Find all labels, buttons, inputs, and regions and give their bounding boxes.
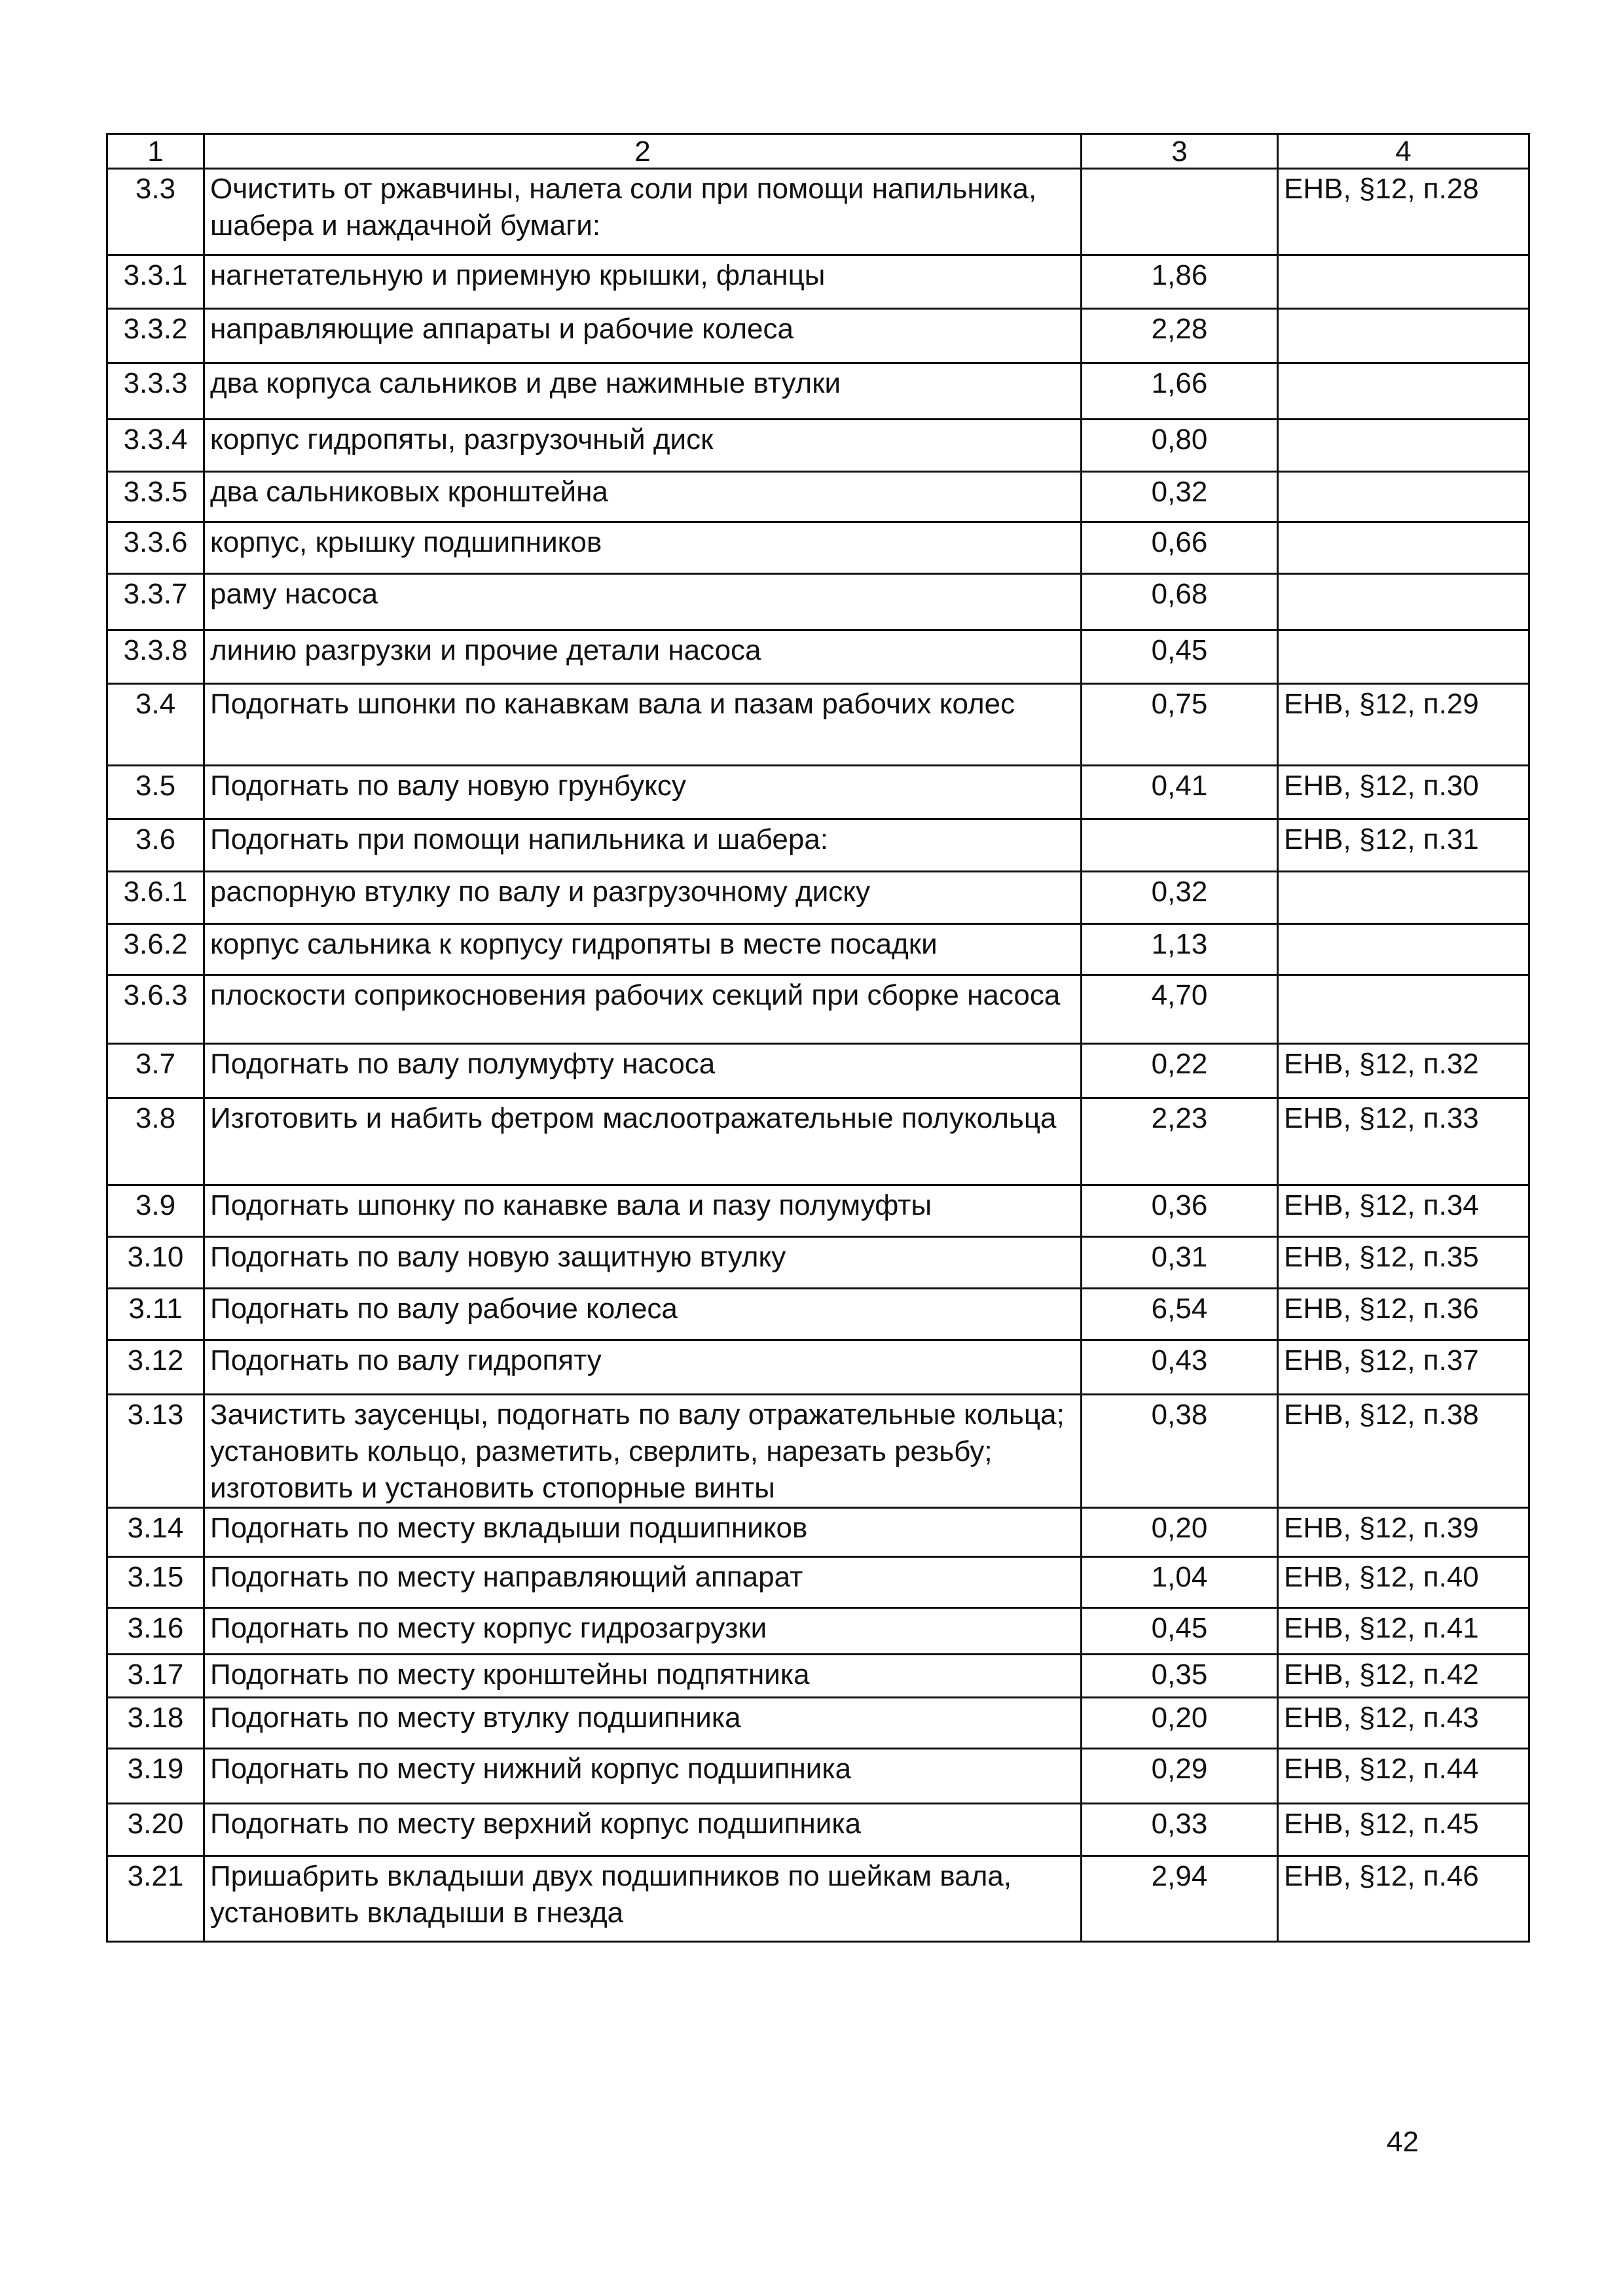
row-description-cell: Подогнать по месту втулку подшипника [204, 1698, 1082, 1749]
row-value-cell: 0,41 [1082, 766, 1278, 819]
row-reference-cell: ЕНВ, §12, п.39 [1278, 1508, 1529, 1557]
table-row [107, 1508, 1529, 1557]
row-description-cell: Подогнать по месту вкладыши подшипников [204, 1508, 1082, 1557]
row-value-cell: 0,32 [1082, 472, 1278, 522]
row-value-cell: 1,04 [1082, 1557, 1278, 1608]
row-number-cell: 3.6.3 [107, 975, 204, 1044]
row-value-cell: 0,75 [1082, 684, 1278, 766]
row-number-cell: 3.3.1 [107, 255, 204, 309]
table-row [107, 975, 1529, 1044]
row-reference-cell [1278, 363, 1529, 420]
row-description-cell: раму насоса [204, 574, 1082, 630]
header-col-2: 2 [204, 134, 1082, 169]
header-col-3: 3 [1082, 134, 1278, 169]
row-value-cell: 2,28 [1082, 309, 1278, 363]
table-row [107, 1185, 1529, 1237]
row-value-cell [1082, 169, 1278, 255]
table-row [107, 924, 1529, 975]
row-number-cell: 3.17 [107, 1655, 204, 1698]
table-row [107, 1289, 1529, 1340]
row-value-cell: 0,43 [1082, 1340, 1278, 1395]
row-description-cell: корпус сальника к корпусу гидропяты в месте посадки [204, 924, 1082, 975]
table-row [107, 255, 1529, 309]
row-value-cell: 0,80 [1082, 420, 1278, 472]
row-reference-cell [1278, 522, 1529, 574]
row-value-cell: 6,54 [1082, 1289, 1278, 1340]
table-row [107, 574, 1529, 630]
table-body [107, 134, 1529, 1942]
row-reference-cell: ЕНВ, §12, п.30 [1278, 766, 1529, 819]
work-norms-table [106, 133, 1530, 1943]
row-reference-cell: ЕНВ, §12, п.31 [1278, 819, 1529, 872]
table-row [107, 1044, 1529, 1098]
row-reference-cell: ЕНВ, §12, п.33 [1278, 1098, 1529, 1185]
row-description-cell: Изготовить и набить фетром маслоотражательные полукольца [204, 1098, 1082, 1185]
row-value-cell: 0,36 [1082, 1185, 1278, 1237]
row-reference-cell: ЕНВ, §12, п.46 [1278, 1856, 1529, 1942]
row-description-cell: Подогнать шпонки по канавкам вала и пазам рабочих колес [204, 684, 1082, 766]
row-value-cell: 1,66 [1082, 363, 1278, 420]
row-description-cell: Подогнать по валу рабочие колеса [204, 1289, 1082, 1340]
row-description-cell: два сальниковых кронштейна [204, 472, 1082, 522]
row-reference-cell: ЕНВ, §12, п.45 [1278, 1804, 1529, 1856]
row-reference-cell: ЕНВ, §12, п.28 [1278, 169, 1529, 255]
row-number-cell: 3.7 [107, 1044, 204, 1098]
table-row [107, 1340, 1529, 1395]
row-number-cell: 3.14 [107, 1508, 204, 1557]
row-value-cell: 0,32 [1082, 872, 1278, 924]
row-value-cell: 0,38 [1082, 1395, 1278, 1508]
row-reference-cell [1278, 472, 1529, 522]
row-value-cell: 0,66 [1082, 522, 1278, 574]
row-description-cell: Подогнать по валу гидропяту [204, 1340, 1082, 1395]
row-number-cell: 3.5 [107, 766, 204, 819]
table-row [107, 420, 1529, 472]
row-value-cell: 4,70 [1082, 975, 1278, 1044]
row-reference-cell [1278, 630, 1529, 684]
row-description-cell: Подогнать шпонку по канавке вала и пазу полумуфты [204, 1185, 1082, 1237]
row-reference-cell [1278, 309, 1529, 363]
row-number-cell: 3.6.1 [107, 872, 204, 924]
row-number-cell: 3.16 [107, 1608, 204, 1655]
table-row [107, 1098, 1529, 1185]
row-number-cell: 3.11 [107, 1289, 204, 1340]
table-row [107, 630, 1529, 684]
table-row [107, 169, 1529, 255]
row-description-cell: распорную втулку по валу и разгрузочному диску [204, 872, 1082, 924]
row-number-cell: 3.4 [107, 684, 204, 766]
row-number-cell: 3.3.2 [107, 309, 204, 363]
row-value-cell: 0,35 [1082, 1655, 1278, 1698]
row-value-cell: 0,20 [1082, 1508, 1278, 1557]
row-reference-cell: ЕНВ, §12, п.43 [1278, 1698, 1529, 1749]
row-description-cell: линию разгрузки и прочие детали насоса [204, 630, 1082, 684]
table-row [107, 309, 1529, 363]
row-value-cell: 0,68 [1082, 574, 1278, 630]
row-number-cell: 3.6 [107, 819, 204, 872]
row-description-cell: Подогнать при помощи напильника и шабера: [204, 819, 1082, 872]
row-reference-cell: ЕНВ, §12, п.37 [1278, 1340, 1529, 1395]
row-number-cell: 3.20 [107, 1804, 204, 1856]
row-reference-cell [1278, 255, 1529, 309]
row-value-cell: 0,33 [1082, 1804, 1278, 1856]
row-number-cell: 3.3.3 [107, 363, 204, 420]
row-number-cell: 3.18 [107, 1698, 204, 1749]
row-description-cell: Подогнать по месту верхний корпус подшипника [204, 1804, 1082, 1856]
row-number-cell: 3.3.7 [107, 574, 204, 630]
row-description-cell: Подогнать по валу новую грунбуксу [204, 766, 1082, 819]
row-number-cell: 3.6.2 [107, 924, 204, 975]
row-description-cell: Подогнать по месту направляющий аппарат [204, 1557, 1082, 1608]
row-reference-cell: ЕНВ, §12, п.35 [1278, 1237, 1529, 1289]
row-value-cell: 0,22 [1082, 1044, 1278, 1098]
table-row [107, 766, 1529, 819]
row-reference-cell: ЕНВ, §12, п.40 [1278, 1557, 1529, 1608]
row-description-cell: Зачистить заусенцы, подогнать по валу отражательные кольца; установить кольцо, разметить, сверлить, нарезать резьбу; изготовить и установить стопорные винты [204, 1395, 1082, 1508]
row-value-cell [1082, 819, 1278, 872]
row-value-cell: 2,94 [1082, 1856, 1278, 1942]
row-reference-cell: ЕНВ, §12, п.41 [1278, 1608, 1529, 1655]
row-value-cell: 0,20 [1082, 1698, 1278, 1749]
row-value-cell: 1,86 [1082, 255, 1278, 309]
table-row [107, 1698, 1529, 1749]
row-number-cell: 3.15 [107, 1557, 204, 1608]
row-value-cell: 0,31 [1082, 1237, 1278, 1289]
row-description-cell: корпус гидропяты, разгрузочный диск [204, 420, 1082, 472]
page-number: 42 [1387, 2126, 1419, 2158]
row-description-cell: плоскости соприкосновения рабочих секций при сборке насоса [204, 975, 1082, 1044]
table-row [107, 522, 1529, 574]
row-number-cell: 3.12 [107, 1340, 204, 1395]
row-value-cell: 0,29 [1082, 1749, 1278, 1804]
row-reference-cell [1278, 574, 1529, 630]
table-header-row [107, 134, 1529, 169]
row-number-cell: 3.9 [107, 1185, 204, 1237]
row-reference-cell [1278, 924, 1529, 975]
row-reference-cell: ЕНВ, §12, п.36 [1278, 1289, 1529, 1340]
row-number-cell: 3.13 [107, 1395, 204, 1508]
row-number-cell: 3.3.4 [107, 420, 204, 472]
row-description-cell: Пришабрить вкладыши двух подшипников по шейкам вала, установить вкладыши в гнезда [204, 1856, 1082, 1942]
row-reference-cell: ЕНВ, §12, п.32 [1278, 1044, 1529, 1098]
table-row [107, 684, 1529, 766]
row-value-cell: 0,45 [1082, 630, 1278, 684]
row-description-cell: корпус, крышку подшипников [204, 522, 1082, 574]
row-number-cell: 3.10 [107, 1237, 204, 1289]
row-description-cell: нагнетательную и приемную крышки, фланцы [204, 255, 1082, 309]
row-description-cell: Подогнать по валу новую защитную втулку [204, 1237, 1082, 1289]
table-row [107, 472, 1529, 522]
table-row [107, 872, 1529, 924]
row-description-cell: два корпуса сальников и две нажимные втулки [204, 363, 1082, 420]
table-row [107, 1237, 1529, 1289]
row-reference-cell: ЕНВ, §12, п.44 [1278, 1749, 1529, 1804]
row-value-cell: 1,13 [1082, 924, 1278, 975]
header-col-1: 1 [107, 134, 204, 169]
table-row [107, 1856, 1529, 1942]
row-number-cell: 3.3.5 [107, 472, 204, 522]
row-value-cell: 2,23 [1082, 1098, 1278, 1185]
table-row [107, 1804, 1529, 1856]
table-row [107, 1395, 1529, 1508]
row-number-cell: 3.8 [107, 1098, 204, 1185]
row-number-cell: 3.3 [107, 169, 204, 255]
row-description-cell: Подогнать по месту нижний корпус подшипника [204, 1749, 1082, 1804]
row-description-cell: Подогнать по валу полумуфту насоса [204, 1044, 1082, 1098]
row-reference-cell [1278, 975, 1529, 1044]
row-reference-cell: ЕНВ, §12, п.38 [1278, 1395, 1529, 1508]
table-row [107, 1749, 1529, 1804]
row-number-cell: 3.19 [107, 1749, 204, 1804]
row-reference-cell: ЕНВ, §12, п.42 [1278, 1655, 1529, 1698]
row-description-cell: направляющие аппараты и рабочие колеса [204, 309, 1082, 363]
row-reference-cell: ЕНВ, §12, п.34 [1278, 1185, 1529, 1237]
row-description-cell: Подогнать по месту корпус гидрозагрузки [204, 1608, 1082, 1655]
table-row [107, 1608, 1529, 1655]
row-number-cell: 3.3.8 [107, 630, 204, 684]
table-row [107, 1557, 1529, 1608]
table-row [107, 363, 1529, 420]
row-reference-cell [1278, 872, 1529, 924]
table-row [107, 819, 1529, 872]
header-col-4: 4 [1278, 134, 1529, 169]
row-reference-cell: ЕНВ, §12, п.29 [1278, 684, 1529, 766]
row-value-cell: 0,45 [1082, 1608, 1278, 1655]
row-reference-cell [1278, 420, 1529, 472]
row-description-cell: Подогнать по месту кронштейны подпятника [204, 1655, 1082, 1698]
row-description-cell: Очистить от ржавчины, налета соли при помощи напильника, шабера и наждачной бумаги: [204, 169, 1082, 255]
row-number-cell: 3.3.6 [107, 522, 204, 574]
row-number-cell: 3.21 [107, 1856, 204, 1942]
table-row [107, 1655, 1529, 1698]
